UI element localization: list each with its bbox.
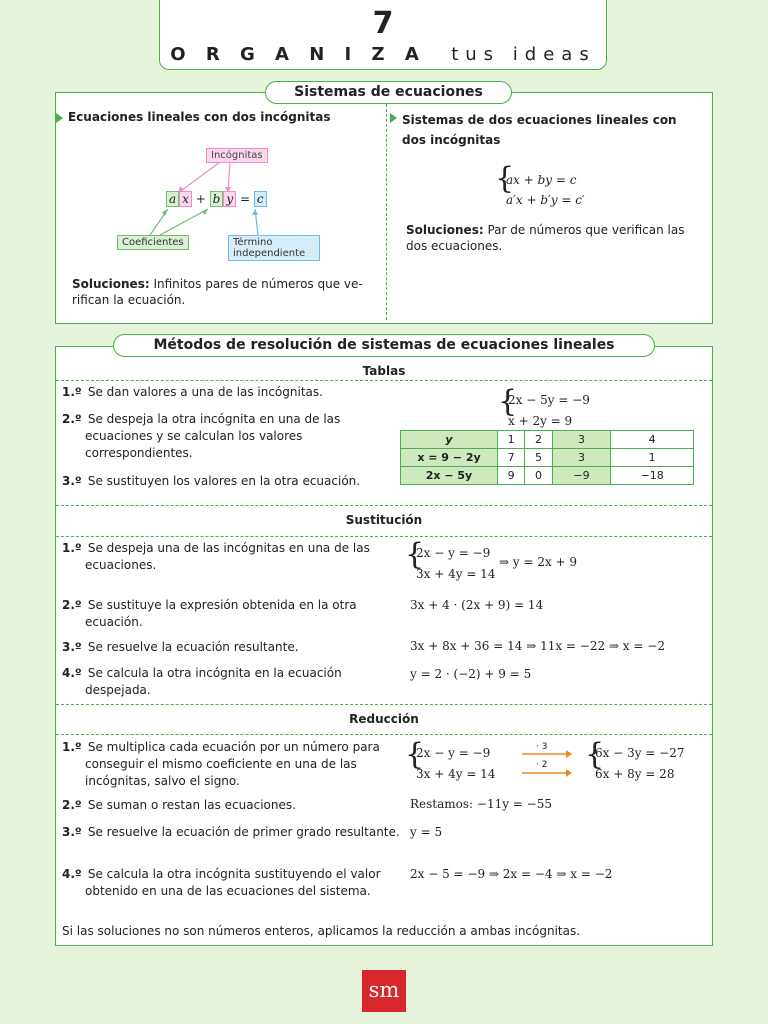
metodos-title: Métodos de resolución de sistemas de ecuaciones lineales: [113, 334, 655, 357]
step-text: Se multiplica cada ecuación por un número para conseguir el mismo coeficiente en una de las incógnitas, salvo el signo.: [85, 740, 380, 788]
table-row: [401, 431, 694, 449]
red-r1: 6x − 3y = −27: [595, 746, 685, 760]
valores-table: [400, 430, 694, 485]
sustitucion-step-2: [62, 597, 403, 631]
step-number: 1.º: [62, 740, 82, 754]
brace-icon: {: [498, 384, 518, 419]
table-cell: x = 9 − 2y: [401, 449, 498, 467]
soluciones-label-left: Soluciones:: [72, 277, 150, 291]
general-equation: [166, 192, 267, 206]
step-number: 3.º: [62, 474, 82, 488]
table-cell: 2: [525, 431, 552, 449]
arrow-right-icon: [522, 750, 572, 758]
system-eq1: ax + by = c: [506, 173, 577, 187]
table-cell: 3: [552, 449, 611, 467]
step-number: 1.º: [62, 385, 82, 399]
soluciones-text-right-1: Par de números que verifican las: [483, 223, 685, 237]
table-cell: y: [401, 431, 498, 449]
step-number: 3.º: [62, 825, 82, 839]
sistemas-heading-2: dos incógnitas: [402, 133, 501, 147]
step-number: 3.º: [62, 640, 82, 654]
tablas-eq1: 2x − 5y = −9: [508, 393, 590, 407]
step-number: 2.º: [62, 798, 82, 812]
red-m4: 2x − 5 = −9 ⇒ 2x = −4 ⇒ x = −2: [410, 867, 613, 881]
sustitucion-step-4: [62, 665, 403, 699]
red-r2: 6x + 8y = 28: [595, 767, 675, 781]
sust-m3: 3x + 8x + 36 = 14 ⇒ 11x = −22 ⇒ x = −2: [410, 639, 665, 653]
reduccion-footer: Si las soluciones no son números enteros, aplicamos la reducción a ambas incógnitas.: [62, 924, 581, 938]
var-y: y: [223, 191, 236, 207]
table-cell: −18: [611, 467, 694, 485]
step-text: Se calcula la otra incógnita sustituyendo el valor obtenido en una de las ecuaciones del sistema.: [85, 867, 381, 898]
tablas-label: Tablas: [362, 364, 406, 378]
brace-icon: {: [405, 537, 425, 572]
brace-icon: {: [495, 161, 515, 196]
tablas-step-1: [62, 384, 380, 401]
triangle-marker-icon-2: [390, 113, 397, 123]
red-eq1: 2x − y = −9: [416, 746, 491, 760]
general-system: [506, 170, 585, 210]
incognitas-label: Incógnitas: [206, 148, 268, 163]
divider-line: [56, 505, 712, 506]
sustitucion-label: Sustitución: [345, 513, 423, 527]
table-cell: 0: [525, 467, 552, 485]
coef-b: b: [210, 191, 224, 207]
divider-line: [56, 536, 712, 537]
arrow-head-blue: [252, 209, 258, 215]
table-cell: 3: [552, 431, 611, 449]
step-text: Se suman o restan las ecuaciones.: [87, 798, 296, 812]
step-text: Se resuelve la ecuación resultante.: [87, 640, 299, 654]
brace-icon: {: [585, 737, 605, 772]
equals-sign: =: [239, 192, 251, 206]
chapter-title: [160, 44, 606, 65]
soluciones-text-right-2: dos ecuaciones.: [406, 239, 503, 253]
step-text: Se sustituyen los valores en la otra ecuación.: [87, 474, 361, 488]
table-cell: 7: [498, 449, 525, 467]
tablas-step-3: [62, 473, 380, 490]
arrow-label-1: · 3: [536, 742, 548, 752]
triangle-marker-icon: [56, 113, 63, 123]
tablas-step-2: [62, 411, 403, 462]
step-text: Se sustituye la expresión obtenida en la otra ecuación.: [85, 598, 357, 629]
soluciones-text-left-2: rifican la ecuación.: [72, 293, 186, 307]
sm-logo: sm: [362, 970, 406, 1012]
termino-line-1: Término: [233, 237, 273, 248]
divider-line: [56, 380, 712, 381]
termino-line-2: independiente: [233, 248, 306, 259]
reduccion-system: [416, 743, 495, 785]
sistemas-heading: [402, 110, 677, 150]
step-number: 2.º: [62, 598, 82, 612]
sustitucion-step-3: [62, 639, 380, 656]
sistemas-heading-1: Sistemas de dos ecuaciones lineales con: [402, 113, 677, 127]
coeficientes-label: Coeficientes: [117, 235, 189, 250]
table-cell: 1: [498, 431, 525, 449]
coef-a: a: [166, 191, 179, 207]
reduccion-step-2: [62, 797, 380, 814]
sust-m2: 3x + 4 · (2x + 9) = 14: [410, 598, 544, 612]
reduccion-label: Reducción: [349, 712, 419, 726]
table-cell: 9: [498, 467, 525, 485]
chapter-header: [159, 0, 607, 70]
red-eq2: 3x + 4y = 14: [416, 767, 496, 781]
step-text: Se dan valores a una de las incógnitas.: [87, 385, 323, 399]
tablas-eq2: x + 2y = 9: [508, 414, 573, 428]
arrow-line-pink: [178, 162, 220, 193]
termino-independiente-label: [228, 235, 320, 261]
tablas-system: [508, 390, 590, 432]
reduccion-result-system: [595, 743, 685, 785]
const-c: c: [254, 191, 267, 207]
reduccion-step-3: [62, 824, 403, 841]
step-number: 4.º: [62, 867, 82, 881]
table-cell: 5: [525, 449, 552, 467]
var-x: x: [179, 191, 192, 207]
arrow-right-icon: [522, 769, 572, 777]
step-text: Se despeja la otra incógnita en una de las ecuaciones y se calculan los valores correspondientes.: [85, 412, 341, 460]
chapter-number: 7: [372, 6, 394, 41]
soluciones-text-left-1: Infinitos pares de números que ve-: [149, 277, 363, 291]
soluciones-left: [72, 276, 378, 308]
brace-icon: {: [405, 737, 425, 772]
table-cell: −9: [552, 467, 611, 485]
arrow-head-green-2: [202, 209, 208, 215]
reduccion-step-4: [62, 866, 403, 900]
sustitucion-system: [416, 543, 495, 585]
sustitucion-step-1: [62, 540, 403, 574]
table-cell: 2x − 5y: [401, 467, 498, 485]
sust-eq2: 3x + 4y = 14: [416, 567, 496, 581]
system-eq2: a′x + b′y = c′: [506, 193, 585, 207]
soluciones-right: [406, 222, 706, 254]
arrow-head-green: [162, 209, 168, 216]
red-m2: Restamos: −11y = −55: [410, 797, 553, 811]
step-number: 2.º: [62, 412, 82, 426]
arrow-line-green-2: [160, 209, 208, 235]
table-row: [401, 449, 694, 467]
sust-m1: ⇒ y = 2x + 9: [499, 555, 578, 569]
red-m3: y = 5: [410, 825, 443, 839]
panel-divider: [386, 104, 387, 320]
reduccion-step-1: [62, 739, 403, 790]
chapter-title-bold: O R G A N I Z A: [170, 44, 426, 65]
soluciones-label-right: Soluciones:: [406, 223, 484, 237]
plus-sign: +: [195, 192, 206, 206]
table-row: [401, 467, 694, 485]
sistemas-title: Sistemas de ecuaciones: [265, 81, 512, 104]
chapter-title-rest: tus ideas: [451, 44, 596, 65]
step-text: Se calcula la otra incógnita en la ecuación despejada.: [85, 666, 342, 697]
table-cell: 4: [611, 431, 694, 449]
table-cell: 1: [611, 449, 694, 467]
step-text: Se resuelve la ecuación de primer grado resultante.: [87, 825, 400, 839]
divider-line: [56, 704, 712, 705]
ecuaciones-heading: Ecuaciones lineales con dos incógnitas: [68, 110, 331, 124]
sust-m4: y = 2 · (−2) + 9 = 5: [410, 667, 532, 681]
step-number: 4.º: [62, 666, 82, 680]
sust-eq1: 2x − y = −9: [416, 546, 491, 560]
divider-line: [56, 734, 712, 735]
arrow-label-2: · 2: [536, 760, 548, 770]
step-text: Se despeja una de las incógnitas en una de las ecuaciones.: [85, 541, 370, 572]
step-number: 1.º: [62, 541, 82, 555]
